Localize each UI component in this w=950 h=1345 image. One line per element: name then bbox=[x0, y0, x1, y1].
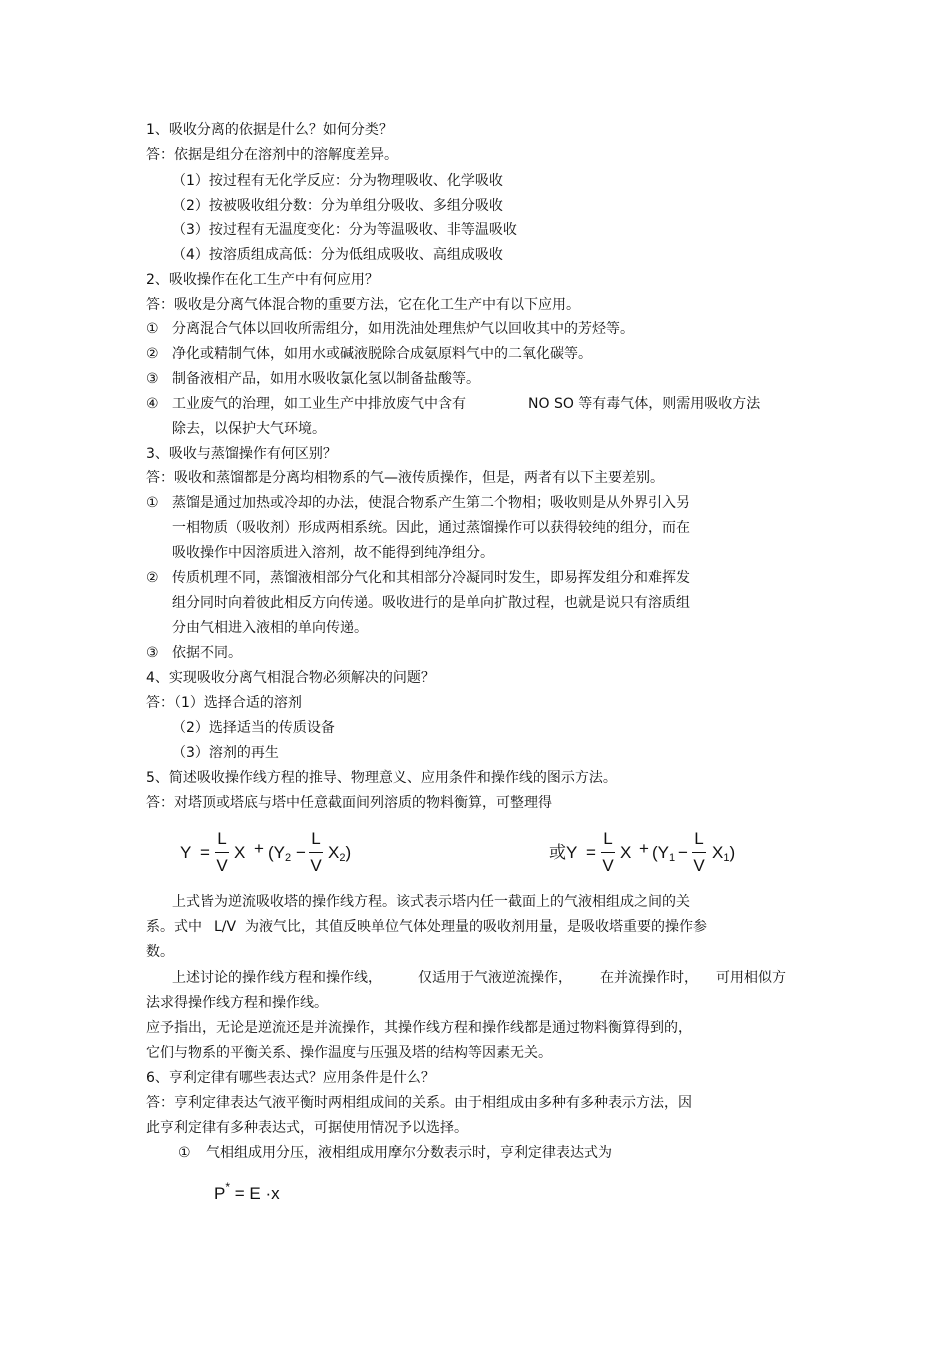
q5-paragraph: 上式皆为逆流吸收塔的操作线方程。该式表示塔内任一截面上的气液相组成之间的关 bbox=[172, 894, 690, 910]
q2-item-text: 制备液相产品，如用水吸收氯化氢以制备盐酸等。 bbox=[172, 371, 480, 387]
q5-paragraph: 它们与物系的平衡关系、操作温度与压强及塔的结构等因素无关。 bbox=[146, 1045, 552, 1061]
q1-item: （1）按过程有无化学反应：分为物理吸收、化学吸收 bbox=[172, 173, 503, 189]
q5-paragraph: 仅适用于气液逆流操作， bbox=[418, 970, 572, 986]
q6-answer: 答：亨利定律表达气液平衡时两相组成间的关系。由于相组成由多种有多种表示方法，因 bbox=[146, 1095, 692, 1111]
q3-item-marker: ② bbox=[146, 570, 159, 586]
q3-answer: 答：吸收和蒸馏都是分离均相物系的气—液传质操作，但是，两者有以下主要差别。 bbox=[146, 470, 664, 486]
q2-item-text: 分离混合气体以回收所需组分，如用洗油处理焦炉气以回收其中的芳烃等。 bbox=[172, 321, 634, 337]
q5-paragraph: 数。 bbox=[146, 944, 174, 960]
q3-item-text: 依据不同。 bbox=[172, 645, 242, 661]
q4-title: 4、实现吸收分离气相混合物必须解决的问题？ bbox=[146, 670, 435, 686]
q2-item-text: 净化或精制气体，如用水或碱液脱除合成氨原料气中的二氧化碳等。 bbox=[172, 346, 592, 362]
q2-item-marker: ③ bbox=[146, 371, 159, 387]
q1-item: （4）按溶质组成高低：分为低组成吸收、高组成吸收 bbox=[172, 247, 503, 263]
q5-title: 5、简述吸收操作线方程的推导、物理意义、应用条件和操作线的图示方法。 bbox=[146, 770, 617, 786]
q4-item: （3）溶剂的再生 bbox=[172, 745, 279, 761]
q2-item-marker: ① bbox=[146, 321, 159, 337]
q2-item-text: 工业废气的治理，如工业生产中排放废气中含有 bbox=[172, 396, 466, 412]
q3-item-text: 分由气相进入液相的单向传递。 bbox=[172, 620, 368, 636]
q6-item-marker: ① bbox=[178, 1145, 191, 1161]
q5-answer: 答：对塔顶或塔底与塔中任意截面间列溶质的物料衡算，可整理得 bbox=[146, 795, 552, 811]
q1-item: （2）按被吸收组分数：分为单组分吸收、多组分吸收 bbox=[172, 198, 503, 214]
q5-paragraph: 应予指出，无论是逆流还是并流操作，其操作线方程和操作线都是通过物料衡算得到的， bbox=[146, 1020, 692, 1036]
q5-paragraph: L/V bbox=[214, 919, 237, 935]
q1-item: （3）按过程有无温度变化：分为等温吸收、非等温吸收 bbox=[172, 222, 517, 238]
q5-paragraph: 上述讨论的操作线方程和操作线， bbox=[172, 970, 382, 986]
q3-item-text: 组分同时向着彼此相反方向传递。吸收进行的是单向扩散过程，也就是说只有溶质组 bbox=[172, 595, 690, 611]
q6-item-text: 气相组成用分压，液相组成用摩尔分数表示时，亨利定律表达式为 bbox=[206, 1145, 612, 1161]
q3-item-marker: ③ bbox=[146, 645, 159, 661]
q5-paragraph: 法求得操作线方程和操作线。 bbox=[146, 995, 328, 1011]
q1-answer: 答：依据是组分在溶剂中的溶解度差异。 bbox=[146, 147, 398, 163]
q2-item-text: 除去，以保护大气环境。 bbox=[172, 421, 326, 437]
q3-item-text: 一相物质（吸收剂）形成两相系统。因此，通过蒸馏操作可以获得较纯的组分，而在 bbox=[172, 520, 690, 536]
q3-title: 3、吸收与蒸馏操作有何区别？ bbox=[146, 446, 337, 462]
q3-item-text: 蒸馏是通过加热或冷却的办法，使混合物系产生第二个物相；吸收则是从外界引入另 bbox=[172, 495, 690, 511]
q3-item-text: 吸收操作中因溶质进入溶剂，故不能得到纯净组分。 bbox=[172, 545, 494, 561]
q5-paragraph: 系。式中 bbox=[146, 919, 202, 935]
q2-answer: 答：吸收是分离气体混合物的重要方法，它在化工生产中有以下应用。 bbox=[146, 297, 580, 313]
q2-title: 2、吸收操作在化工生产中有何应用？ bbox=[146, 272, 379, 288]
q2-item-text: NO SO 等有毒气体，则需用吸收方法 bbox=[528, 396, 761, 412]
q6-answer: 此亨利定律有多种表达式，可据使用情况予以选择。 bbox=[146, 1120, 468, 1136]
q4-answer: 答：（1）选择合适的溶剂 bbox=[146, 695, 302, 711]
q5-paragraph: 为液气比，其值反映单位气体处理量的吸收剂用量，是吸收塔重要的操作参 bbox=[245, 919, 707, 935]
q6-title: 6、亨利定律有哪些表达式？应用条件是什么？ bbox=[146, 1070, 435, 1086]
q2-item-marker: ④ bbox=[146, 396, 159, 412]
q1-title: 1、吸收分离的依据是什么？如何分类？ bbox=[146, 122, 393, 138]
q2-item-marker: ② bbox=[146, 346, 159, 362]
q3-item-marker: ① bbox=[146, 495, 159, 511]
q5-paragraph: 可用相似方 bbox=[716, 970, 786, 986]
q4-item: （2）选择适当的传质设备 bbox=[172, 720, 335, 736]
q3-item-text: 传质机理不同，蒸馏液相部分气化和其相部分冷凝同时发生，即易挥发组分和难挥发 bbox=[172, 570, 690, 586]
q5-paragraph: 在并流操作时， bbox=[600, 970, 698, 986]
